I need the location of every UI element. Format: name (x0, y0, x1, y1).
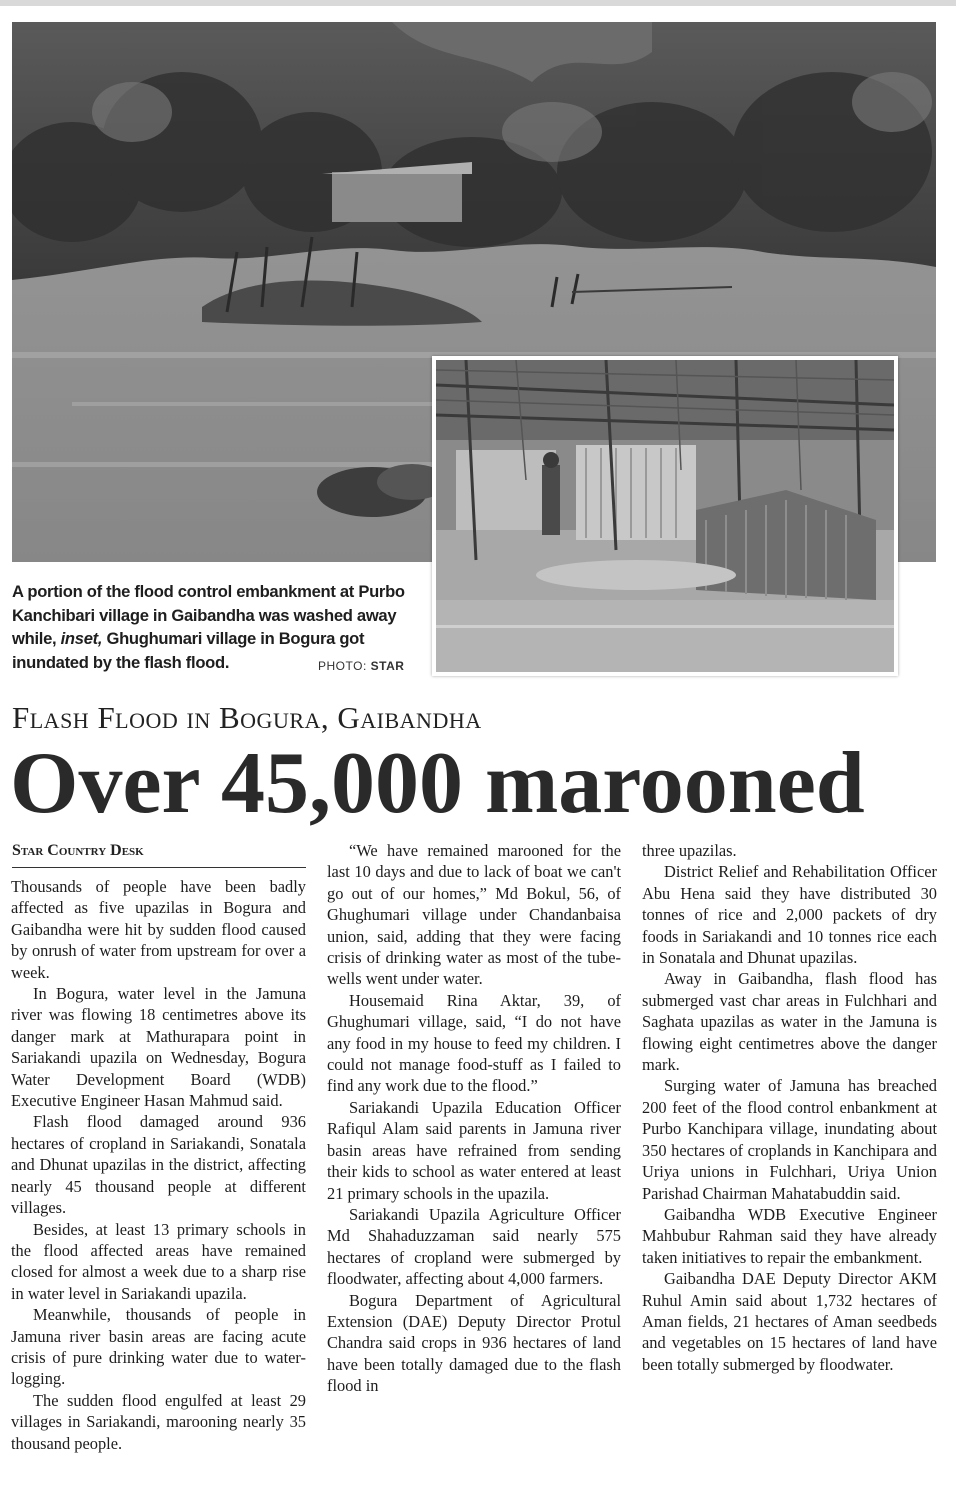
paragraph: In Bogura, water level in the Jamuna river was flowing 18 centimetres above its danger mark at Mathurapara point in Sariakandi upazila on Wednesday, Bogura Water Development Board (WDB) Executive Engineer Hasan Mahmud said. (11, 984, 306, 1111)
article-headline: Over 45,000 marooned (10, 735, 865, 832)
paragraph: three upazilas. (642, 841, 737, 860)
article-column-2 (327, 840, 621, 1397)
paragraph: Sariakandi Upazila Education Officer Rafiqul Alam said parents in Jamuna river basin areas have refrained from sending their kids to school as water entered at least 21 primary schools in the upazila. (327, 1097, 621, 1203)
caption-inset-word: inset, (60, 629, 103, 649)
paragraph: Away in Gaibandha, flash flood has submerged vast char areas in Fulchhari and Saghata upazilas as water in the Jamuna is flowing eight centimetres above the danger mark. (642, 969, 937, 1075)
paragraph: Flash flood damaged around 936 hectares of cropland in Sariakandi, Sonatala and Dhunat upazilas in the district, affecting nearly 45 thousand people at different villages. (11, 1112, 306, 1218)
paragraph: Besides, at least 13 primary schools in the flood affected areas have remained closed for almost a week due to a sharp rise in water level in Sariakandi upazila. (11, 1219, 306, 1303)
paragraph: The sudden flood engulfed at least 29 villages in Sariakandi, marooning nearly 35 thousand people. (11, 1390, 306, 1453)
paragraph: Sariakandi Upazila Agriculture Officer Md Shahaduzzaman said nearly 575 hectares of cropland were submerged by floodwater, affecting about 4,000 farmers. (327, 1204, 621, 1289)
paragraph: Surging water of Jamuna has breached 200 feet of the flood control enbankment at Purbo Kanchipara village, inundating about 350 hectares of croplands in Kanchipara and Uriya unions in Fulchhari, Uriya Union Parishad Chairman Mahatabuddin said. (642, 1076, 937, 1203)
photo-credit-label: PHOTO: (318, 659, 367, 673)
paragraph: Meanwhile, thousands of people in Jamuna river basin areas are facing acute crisis of pure drinking water due to water-logging. (11, 1305, 306, 1389)
article-byline: Star Country Desk (12, 842, 306, 868)
photo-credit (318, 659, 404, 673)
article-column-1 (11, 876, 306, 1454)
page-top-edge (0, 0, 956, 6)
paragraph: Gaibandha DAE Deputy Director AKM Ruhul Amin said about 1,732 hectares of Aman fields, 21 hectares of Aman seedbeds and vegetables on 15 hectares of land have been totally submerged by floodwater. (642, 1269, 937, 1374)
caption-text-2: Ghughumari village in Bogura got inundated by the flash flood. (12, 629, 365, 672)
paragraph: Bogura Department of Agricultural Extension (DAE) Deputy Director Protul Chandra said crops in 936 hectares of land have been totally damaged due to the flash flood in (327, 1290, 621, 1396)
article-kicker: Flash Flood in Bogura, Gaibandha (12, 700, 482, 735)
ghughumari-inset-photo (432, 356, 898, 676)
paragraph: Housemaid Rina Aktar, 39, of Ghughumari village, said, “I do not have any food in my house to feed my children. I could not manage food-stuff as I failed to find any work due to the flood.” (327, 990, 621, 1096)
paragraph: District Relief and Rehabilitation Officer Abu Hena said they have distributed 30 tonnes of rice and 2,000 packets of dry foods in Sariakandi and 10 tonnes rice each in Sonatala and Dhunat upazilas. (642, 862, 937, 968)
caption-text-1: A portion of the flood control embankment at Purbo Kanchibari village in Gaibandha was washed away while, (12, 582, 405, 649)
article-column-3 (642, 840, 937, 1375)
paragraph: Gaibandha WDB Executive Engineer Mahbubur Rahman said they have already taken initiatives to repair the embankment. (642, 1204, 937, 1267)
paragraph: “We have remained marooned for the last 10 days and due to lack of boat we can't go out of our homes,” Md Bokul, 56, of Ghughumari village under Chandanbaisa union, said, adding that they were facing crisis of drinking water as most of the tube-wells went under water. (327, 841, 621, 989)
photo-credit-source: STAR (370, 659, 405, 673)
paragraph: Thousands of people have been badly affected as five upazilas in Bogura and Gaibandha were hit by sudden flood caused by onrush of water from upstream for over a week. (11, 877, 306, 982)
